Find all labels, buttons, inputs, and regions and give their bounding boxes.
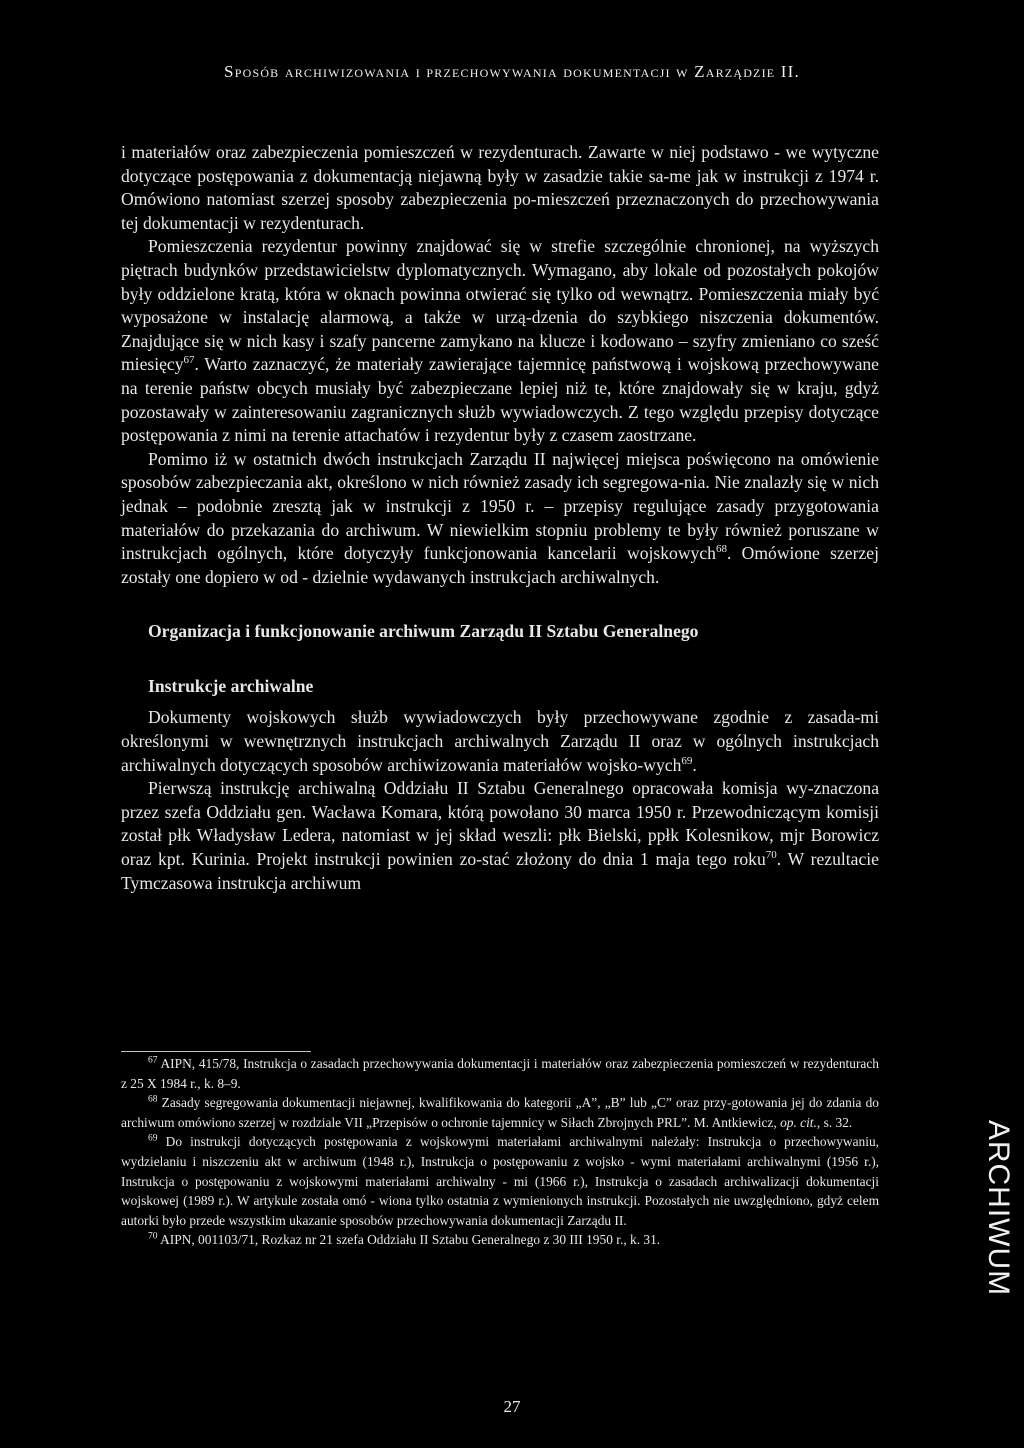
footnote-number: 67 [148,1055,158,1066]
journal-side-label: ARCHIWUM [982,1119,1015,1297]
footnote-text: , s. 32. [816,1114,853,1130]
footnote-ref: 69 [681,754,693,767]
footnote-text: AIPN, 001103/71, Rozkaz nr 21 szefa Oddziału II Sztabu Generalnego z 30 III 1950 r., k. 31. [157,1232,661,1248]
footnote-68 [121,1093,879,1132]
footnote-70 [121,1230,879,1250]
section-heading: Organizacja i funkcjonowanie archiwum Zarządu II Sztabu Generalnego [148,621,699,642]
footnote-divider [121,1051,311,1052]
footnote-italic: op. cit. [780,1114,817,1130]
footnote-number: 70 [148,1231,158,1242]
text-segment: Pomieszczenia rezydentur powinny znajdować się w strefie szczególnie chronionej, na wyższych piętrach budynków przedstawicielstw dyplomatycznych. Wymagano, aby lokale od pozostałych pokojów były oddzielone kratą, która w oknach powinna otwierać się tylko od wewnątrz. Pomieszczenia miały być wyposażone w instalację alarmową, a także w urzą-dzenia do szybkiego niszczenia dokumentów. Znajdujące się w nich kasy i szafy pancerne zamykano na klucze i kodowano – szyfry zmieniano co sześć miesięcy [121,236,879,375]
footnote-ref: 70 [765,849,777,862]
text-segment: Pomimo iż w ostatnich dwóch instrukcjach Zarządu II najwięcej miejsca poświęcono na omówienie sposobów zabezpieczania akt, określono w nich również zasady ich segregowa-nia. Nie znalazły się w nich jednak – podobnie zresztą jak w instrukcji z 1950 r. – przepisy regulujące zasady przygotowania materiałów do przekazania do archiwum. W niewielkim stopniu problemy te były również poruszane w instrukcjach ogólnych, które dotyczyły funkcjonowania kancelarii wojskowych [121,448,879,564]
footnotes [121,1054,879,1250]
paragraph [121,706,879,777]
paragraph [121,235,879,447]
text-segment: . [692,754,697,775]
page-number: 27 [503,1397,521,1416]
text-segment: . Omówione szerzej zostały one dopiero w od - dzielnie wydawanych instrukcjach archiwalnych. [121,543,879,587]
text-segment: . Warto zaznaczyć, że materiały zawierające tajemnicę państwową i wojskową przechowywane na terenie państw obcych musiały być zabezpieczane lepiej niż te, które znajdowały się w kraju, gdyż pozostawały w zainteresowaniu zagranicznych służb wywiadowczych. Z tego względu przepisy dotyczące postępowania z nimi na terenie attachatów i rezydentur były z czasem zaostrzane. [121,354,879,446]
paragraph [121,777,879,895]
text-segment: Dokumenty wojskowych służb wywiadowczych były przechowywane zgodnie z zasada-mi określonymi w wewnętrznych instrukcjach archiwalnych Zarządu II oraz w ogólnych instrukcjach archiwalnych dotyczących sposobów archiwizowania materiałów wojsko-wych [121,707,879,775]
footnote-67 [121,1054,879,1093]
text-segment: . W rezultacie Tymczasowa instrukcja archiwum [121,849,879,893]
footnote-text: Do instrukcji dotyczących postępowania z wojskowymi materiałami archiwalnymi należały: Instrukcja o przechowywaniu, wydzielaniu i niszczeniu akt w archiwum (1948 r.), Instrukcja o postępowaniu z wojsko - wymi materiałami archiwalnymi (1956 r.), Instrukcja o postępowaniu z wojskowymi materiałami archiwalny - mi (1966 r.), Instrukcja o zasadach archiwalizacji dokumentacji wojskowej (1989 r.). W artykule została omó - wiona tylko ostatnia z wymienionych instrukcji. Pozostałych nie uwzględniono, gdyż celem autorki było przede wszystkim ukazanie sposobów przechowywania dokumentacji Zarządu II. [121,1134,879,1228]
footnote-number: 69 [148,1133,158,1144]
subsection-heading: Instrukcje archiwalne [148,675,314,696]
text-segment: Pierwszą instrukcję archiwalną Oddziału II Sztabu Generalnego opracowała komisja wy-znaczona przez szefa Oddziału gen. Wacława Komara, którą powołano 30 marca 1950 r. Przewodniczącym komisji został płk Władysław Ledera, natomiast w jej skład weszli: płk Bielski, ppłk Kolesnikow, mjr Borowicz oraz kpt. Kurinia. Projekt instrukcji powinien zo-stać złożony do dnia 1 maja tego roku [121,778,879,870]
footnote-ref: 67 [183,354,195,367]
footnote-text: Zasady segregowania dokumentacji niejawnej, kwalifikowania do kategorii „A”, „B” lub „C” oraz przy-gotowania jej do zdania do archiwum omówiono szerzej w rozdziale VII „Przepisów o ochronie tajemnicy w Siłach Zbrojnych PRL”. M. Antkiewicz, [121,1095,879,1130]
paragraph [121,448,879,590]
footnote-ref: 68 [715,543,727,556]
footnote-69 [121,1132,879,1230]
footnote-text: AIPN, 415/78, Instrukcja o zasadach przechowywania dokumentacji i materiałów oraz zabezpieczenia pomieszczeń w rezydenturach z 25 X 1984 r., k. 8–9. [121,1056,879,1091]
footnote-number: 68 [148,1094,158,1105]
running-head: Sposób archiwizowania i przechowywania dokumentacji w Zarządzie II. [224,62,800,81]
paragraph: i materiałów oraz zabezpieczenia pomieszczeń w rezydenturach. Zawarte w niej podstawo - we wytyczne dotyczące postępowania z dokumentacją niejawną były w zasadzie takie sa-me jak w instrukcji z 1974 r. Omówiono natomiast szerzej sposoby zabezpieczenia po-mieszczeń przeznaczonych do przechowywania tej dokumentacji w rezydenturach. [121,142,879,233]
main-text [121,141,879,895]
